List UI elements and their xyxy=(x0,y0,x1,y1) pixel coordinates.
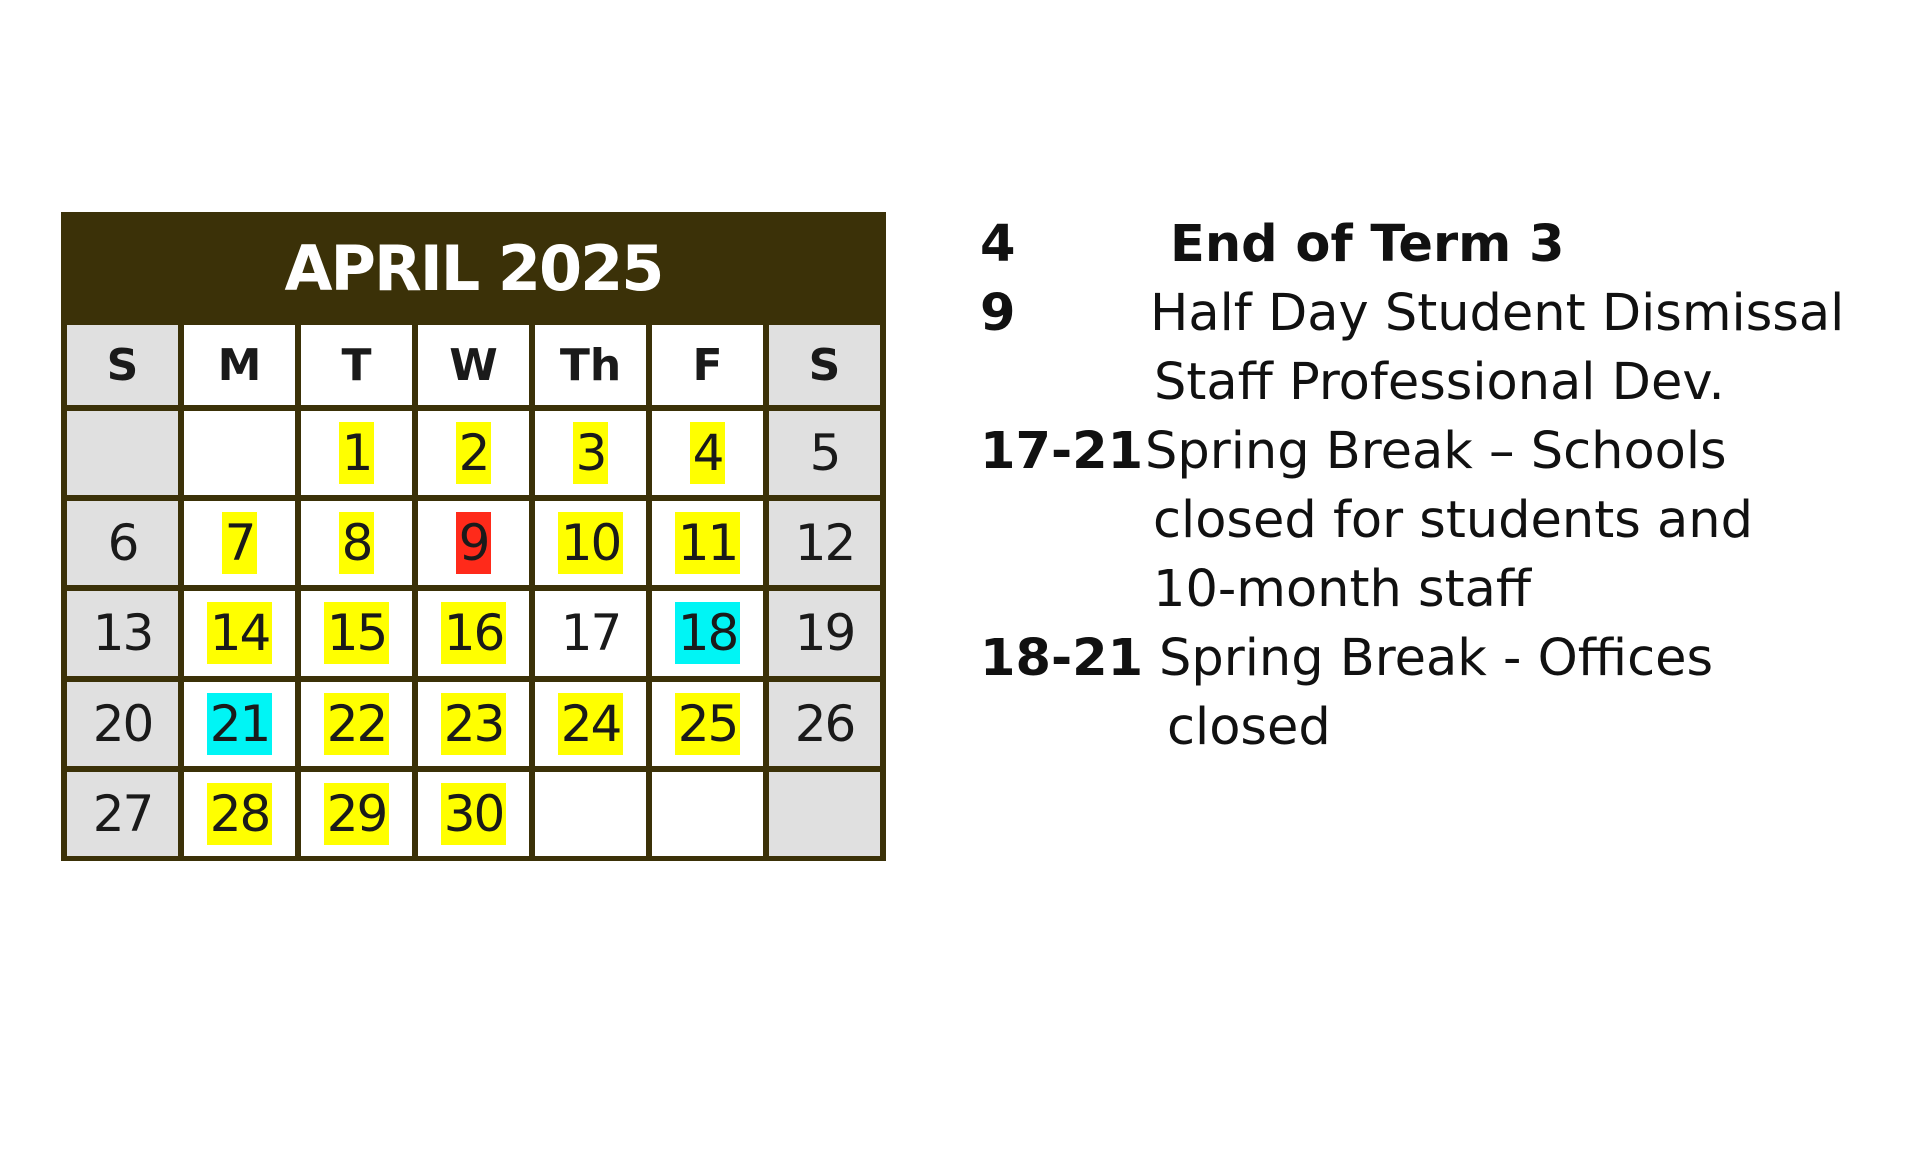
calendar-day-number: 2 xyxy=(456,422,492,484)
calendar-day-number: 18 xyxy=(675,602,741,664)
calendar-day-cell xyxy=(535,501,646,585)
calendar-day-cell xyxy=(184,591,295,675)
calendar-day-cell xyxy=(67,591,178,675)
event-half-day xyxy=(980,279,1900,417)
calendar-day-cell xyxy=(652,682,763,766)
calendar-day-number: 29 xyxy=(324,783,390,845)
calendar-day-number: 22 xyxy=(324,693,390,755)
calendar-day-number: 12 xyxy=(794,514,855,573)
event-description-line: Spring Break – Schools xyxy=(1145,422,1727,481)
event-spring-break-offices xyxy=(980,624,1900,762)
calendar-day-cell xyxy=(652,411,763,495)
calendar-day-cell xyxy=(301,772,412,856)
calendar-day-cell xyxy=(535,411,646,495)
event-end-of-term xyxy=(980,210,1900,279)
calendar-day-number: 13 xyxy=(92,604,153,663)
calendar-day-cell xyxy=(67,682,178,766)
dow-wednesday: W xyxy=(418,325,529,405)
calendar-day-number: 24 xyxy=(558,693,624,755)
calendar xyxy=(61,212,886,861)
calendar-day-cell xyxy=(184,772,295,856)
event-description-line: closed for students and xyxy=(1153,491,1753,550)
calendar-day-number: 9 xyxy=(456,512,492,574)
calendar-day-number: 30 xyxy=(441,783,507,845)
calendar-day-cell xyxy=(769,501,880,585)
calendar-day-number: 21 xyxy=(207,693,273,755)
event-description-line: 10-month staff xyxy=(1153,560,1531,619)
calendar-day-cell xyxy=(535,772,646,856)
calendar-day-cell xyxy=(184,501,295,585)
calendar-day-cell xyxy=(769,411,880,495)
dow-saturday: S xyxy=(769,325,880,405)
event-spring-break-schools xyxy=(980,417,1900,624)
event-description xyxy=(1145,417,1900,624)
event-description xyxy=(1150,279,1900,417)
event-description-line: Spring Break - Offices xyxy=(1159,629,1714,688)
calendar-day-cell xyxy=(535,682,646,766)
calendar-day-cell xyxy=(301,682,412,766)
event-description xyxy=(1145,624,1900,762)
calendar-day-number: 10 xyxy=(558,512,624,574)
calendar-day-number: 11 xyxy=(675,512,741,574)
event-description-line: Half Day Student Dismissal xyxy=(1150,284,1845,343)
calendar-day-number: 3 xyxy=(573,422,609,484)
calendar-day-cell xyxy=(652,501,763,585)
calendar-day-cell xyxy=(418,591,529,675)
calendar-day-cell xyxy=(301,501,412,585)
calendar-day-number: 16 xyxy=(441,602,507,664)
calendar-day-cell xyxy=(418,501,529,585)
calendar-day-cell xyxy=(769,591,880,675)
calendar-day-cell xyxy=(184,682,295,766)
calendar-day-cell xyxy=(301,411,412,495)
calendar-day-number: 1 xyxy=(339,422,375,484)
calendar-day-cell xyxy=(67,772,178,856)
dow-monday: M xyxy=(184,325,295,405)
calendar-day-cell xyxy=(301,591,412,675)
event-list xyxy=(980,210,1900,762)
calendar-day-number: 7 xyxy=(222,512,258,574)
calendar-day-cell xyxy=(418,682,529,766)
calendar-day-cell xyxy=(769,682,880,766)
event-description-line: closed xyxy=(1167,698,1331,757)
calendar-day-number: 25 xyxy=(675,693,741,755)
calendar-day-cell xyxy=(652,772,763,856)
calendar-day-number: 4 xyxy=(690,422,726,484)
calendar-day-cell xyxy=(652,591,763,675)
calendar-day-number: 20 xyxy=(92,694,153,753)
event-date: 18-21 xyxy=(980,629,1144,688)
event-date: 4 xyxy=(980,215,1016,274)
calendar-day-cell xyxy=(418,772,529,856)
dow-thursday: Th xyxy=(535,325,646,405)
calendar-day-number: 23 xyxy=(441,693,507,755)
event-description xyxy=(1170,210,1900,279)
calendar-day-number: 26 xyxy=(794,694,855,753)
calendar-day-cell xyxy=(67,411,178,495)
calendar-title: APRIL 2025 xyxy=(284,232,663,305)
calendar-day-number: 28 xyxy=(207,783,273,845)
calendar-day-number: 17 xyxy=(560,604,621,663)
calendar-day-number: 5 xyxy=(809,424,840,483)
calendar-day-number: 19 xyxy=(794,604,855,663)
calendar-day-cell xyxy=(184,411,295,495)
calendar-grid xyxy=(67,325,880,856)
calendar-day-number: 15 xyxy=(324,602,390,664)
calendar-day-cell xyxy=(67,501,178,585)
dow-friday: F xyxy=(652,325,763,405)
event-description-line: Staff Professional Dev. xyxy=(1154,353,1725,412)
calendar-day-number: 14 xyxy=(207,602,273,664)
calendar-day-number: 6 xyxy=(107,514,138,573)
event-date: 17-21 xyxy=(980,422,1144,481)
calendar-day-cell xyxy=(535,591,646,675)
calendar-day-cell xyxy=(418,411,529,495)
event-date: 9 xyxy=(980,284,1016,343)
calendar-day-cell xyxy=(769,772,880,856)
dow-sunday: S xyxy=(67,325,178,405)
calendar-day-number: 27 xyxy=(92,784,153,843)
calendar-day-number: 8 xyxy=(339,512,375,574)
dow-tuesday: T xyxy=(301,325,412,405)
event-description-line: End of Term 3 xyxy=(1170,215,1565,274)
